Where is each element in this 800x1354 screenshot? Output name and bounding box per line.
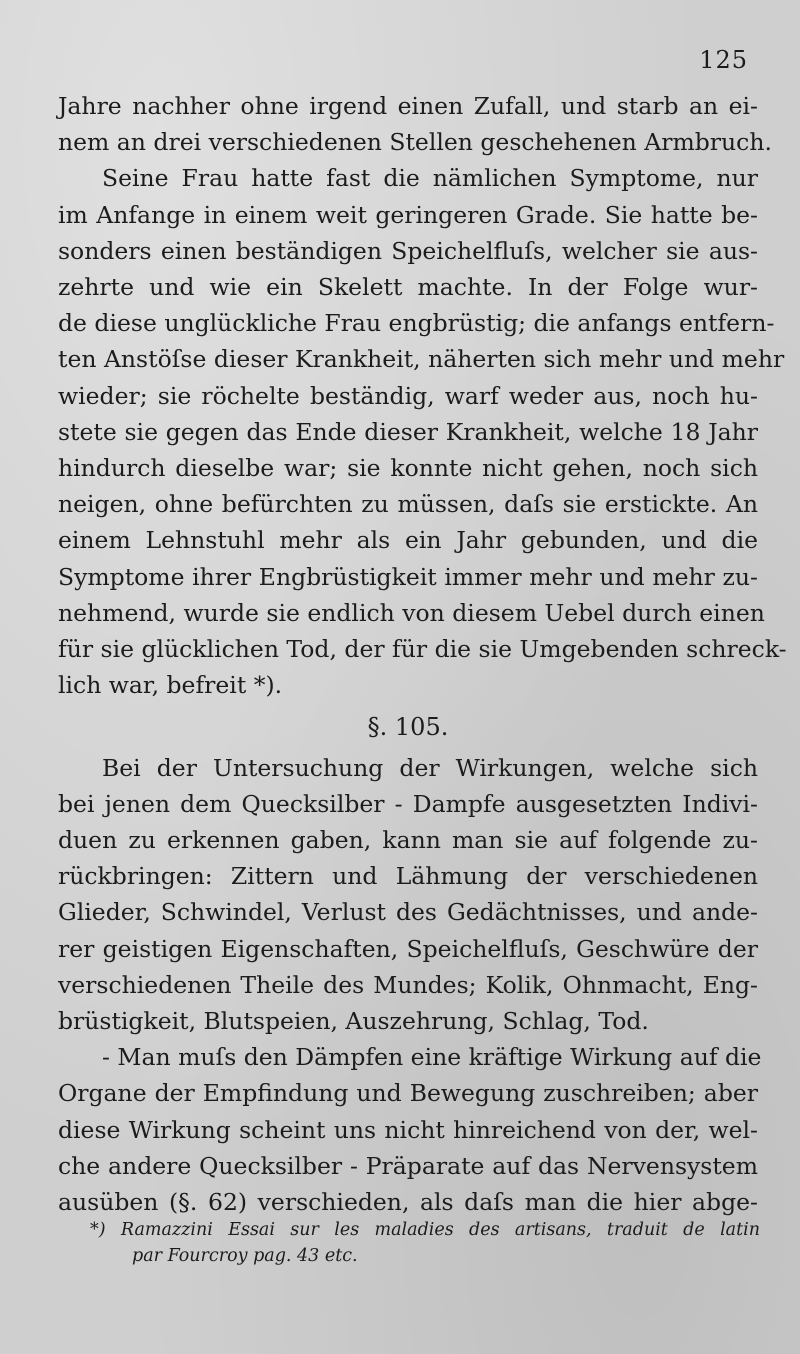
text-line: verschiedenen Theile des Mundes; Kolik, Ohnmacht, Eng- <box>58 970 758 999</box>
page-number: 125 <box>699 46 748 74</box>
footnote <box>90 1217 760 1269</box>
text-line: ten Anstöſse dieser Krankheit, näherten sich mehr und mehr <box>58 345 785 374</box>
paragraph <box>58 750 758 1040</box>
paragraph <box>58 1039 762 1220</box>
text-line: bei jenen dem Quecksilber - Dampfe ausgesetzten Indivi- <box>58 789 758 818</box>
text-line: che andere Quecksilber - Präparate auf das Nervensystem <box>58 1151 758 1180</box>
footnote-line: par Fourcroy pag. 43 etc. <box>132 1246 358 1266</box>
body-text <box>58 88 787 1220</box>
text-line: Bei der Untersuchung der Wirkungen, welche sich <box>102 753 758 782</box>
text-line: lich war, befreit *). <box>58 671 283 700</box>
text-line: nehmend, wurde sie endlich von diesem Uebel durch einen <box>58 598 765 627</box>
text-line: Symptome ihrer Engbrüstigkeit immer mehr und mehr zu- <box>58 562 758 591</box>
text-line: nem an drei verschiedenen Stellen geschehenen Armbruch. <box>58 128 772 157</box>
text-line: zehrte und wie ein Skelett machte. In der Folge wur- <box>58 273 758 302</box>
text-line: Seine Frau hatte fast die nämlichen Symptome, nur <box>102 164 758 193</box>
paragraph <box>58 88 772 160</box>
text-line: wieder; sie röchelte beständig, warf weder aus, noch hu- <box>58 381 758 410</box>
paragraph <box>58 160 787 703</box>
text-line: im Anfange in einem weit geringeren Grade. Sie hatte be- <box>58 200 758 229</box>
text-line: - Man muſs den Dämpfen eine kräftige Wirkung auf die <box>102 1043 762 1072</box>
text-line: diese Wirkung scheint uns nicht hinreichend von der, wel- <box>58 1115 758 1144</box>
text-line: hindurch dieselbe war; sie konnte nicht gehen, noch sich <box>58 454 758 483</box>
text-line: Organe der Empfindung und Bewegung zuschreiben; aber <box>58 1079 758 1108</box>
text-line: brüstigkeit, Blutspeien, Auszehrung, Schlag, Tod. <box>58 1007 649 1036</box>
text-line: Glieder, Schwindel, Verlust des Gedächtnisses, und ande- <box>58 898 758 927</box>
text-line: Jahre nachher ohne irgend einen Zufall, und starb an ei- <box>58 92 758 120</box>
text-line: einem Lehnstuhl mehr als ein Jahr gebunden, und die <box>58 526 758 555</box>
text-line: rer geistigen Eigenschaften, Speichelfluſs, Geschwüre der <box>58 934 758 963</box>
footnote-line: *) Ramazzini Essai sur les maladies des artisans, traduit de latin <box>90 1220 760 1240</box>
section-heading: §. 105. <box>367 713 449 742</box>
text-line: rückbringen: Zittern und Lähmung der verschiedenen <box>58 862 758 891</box>
text-line: duen zu erkennen gaben, kann man sie auf folgende zu- <box>58 826 758 855</box>
text-line: de diese unglückliche Frau engbrüstig; die anfangs entfern- <box>58 309 775 338</box>
text-line: sonders einen beständigen Speichelfluſs, welcher sie aus- <box>58 236 758 265</box>
text-line: neigen, ohne befürchten zu müssen, daſs sie erstickte. An <box>58 490 758 519</box>
text-line: stete sie gegen das Ende dieser Krankheit, welche 18 Jahr <box>58 417 758 446</box>
text-line: ausüben (§. 62) verschieden, als daſs man die hier abge- <box>58 1188 758 1217</box>
text-line: für sie glücklichen Tod, der für die sie Umgebenden schreck- <box>58 635 787 664</box>
